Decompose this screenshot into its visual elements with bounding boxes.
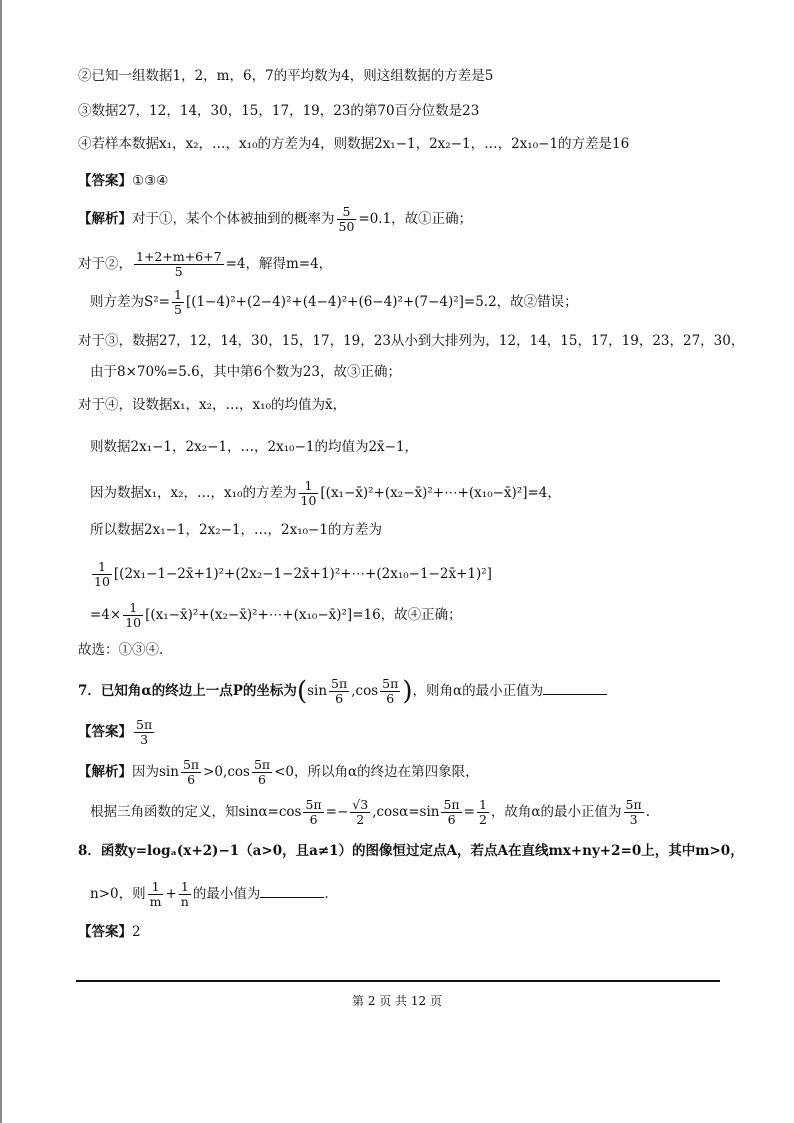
text: =4，解得m=4， bbox=[225, 256, 333, 272]
answer-3 bbox=[78, 922, 724, 942]
analysis-label: 【解析】 bbox=[78, 211, 132, 227]
numerator: 1 bbox=[478, 797, 487, 812]
analysis-line-9: 所以数据2x₁−1，2x₂−1，…，2x₁₀−1的方差为 bbox=[90, 522, 382, 538]
fraction bbox=[123, 601, 143, 630]
text: ,cos bbox=[351, 683, 379, 699]
text: ,cosα=sin bbox=[372, 804, 440, 820]
answer-value: 2 bbox=[132, 924, 141, 940]
answer-1 bbox=[78, 171, 724, 191]
denominator: 50 bbox=[338, 219, 355, 234]
text: 因为sin bbox=[132, 764, 179, 780]
answer-label: 【答案】 bbox=[78, 724, 132, 740]
text: + bbox=[165, 886, 177, 902]
answer-value: ①③④ bbox=[132, 173, 169, 189]
fraction bbox=[172, 288, 184, 317]
numerator: 5π bbox=[253, 757, 271, 772]
question-7 bbox=[78, 677, 724, 706]
text: [(2x₁−1−2x̄+1)²+(2x₂−1−2x̄+1)²+⋯+(2x₁₀−1−2x̄+1)²] bbox=[113, 566, 492, 582]
text: n>0，则 bbox=[90, 886, 146, 902]
numerator: 1 bbox=[148, 880, 164, 895]
fraction bbox=[134, 250, 224, 279]
numerator: 5π bbox=[382, 676, 399, 691]
text: [(x₁−x̄)²+(x₂−x̄)²+⋯+(x₁₀−x̄)²]=4， bbox=[320, 485, 561, 501]
text: . bbox=[324, 886, 329, 902]
denominator: 5 bbox=[174, 264, 183, 279]
denominator: 3 bbox=[629, 812, 638, 827]
denominator: 6 bbox=[309, 812, 318, 827]
fraction bbox=[299, 479, 319, 508]
text: 根据三角函数的定义，知sinα=cos bbox=[90, 804, 302, 820]
fraction bbox=[148, 880, 164, 909]
answer-label: 【答案】 bbox=[78, 924, 132, 940]
question-8 bbox=[78, 841, 744, 861]
text: . bbox=[645, 804, 651, 820]
text: 的最小值为 bbox=[192, 886, 261, 902]
paren-close: ) bbox=[402, 676, 413, 707]
numerator: 5π bbox=[625, 797, 642, 812]
analysis-line-3 bbox=[90, 288, 724, 317]
text: sin bbox=[307, 683, 328, 699]
fraction bbox=[441, 798, 461, 827]
denominator: 3 bbox=[140, 732, 149, 747]
numerator: 5π bbox=[305, 797, 322, 812]
numerator: 5π bbox=[331, 676, 348, 691]
denominator: 2 bbox=[478, 812, 487, 827]
analysis-line-6: 对于④，设数据x₁，x₂，…，x₁₀的均值为x̄， bbox=[78, 397, 347, 413]
numerator: 5 bbox=[337, 205, 357, 220]
denominator: m bbox=[149, 894, 162, 909]
answer-label: 【答案】 bbox=[78, 173, 132, 189]
denominator: 10 bbox=[94, 574, 110, 589]
statement-4: ④若样本数据x₁，x₂，…，x₁₀的方差为4，则数据2x₁−1，2x₂−1，…，2x₁₀−1的方差是16 bbox=[78, 136, 630, 152]
denominator: 6 bbox=[258, 772, 266, 787]
fraction bbox=[477, 798, 489, 827]
left-border bbox=[0, 0, 2, 1123]
question-text: 8．函数y=logₐ(x+2)−1（a>0，且a≠1）的图像恒过定点A，若点A在直线mx+ny+2=0上，其中m>0， bbox=[78, 843, 744, 859]
fraction bbox=[252, 758, 272, 787]
denominator: 5 bbox=[173, 302, 182, 317]
text: [(1−4)²+(2−4)²+(4−4)²+(6−4)²+(7−4)²]=5.2，故②错误； bbox=[185, 294, 578, 310]
fraction bbox=[350, 798, 370, 827]
denominator: 6 bbox=[187, 772, 196, 787]
text: 对于②， bbox=[78, 256, 132, 272]
fraction bbox=[181, 758, 201, 787]
text: = bbox=[463, 804, 475, 820]
analysis-line-10 bbox=[90, 560, 724, 589]
numerator: 1 bbox=[299, 479, 319, 494]
denominator: 10 bbox=[300, 493, 317, 508]
text: 则方差为S²= bbox=[90, 294, 170, 310]
text: =0.1，故①正确； bbox=[358, 211, 473, 227]
fraction bbox=[329, 677, 349, 706]
analysis-line-5: 由于8×70%=5.6，其中第6个数为23，故③正确； bbox=[90, 364, 401, 380]
text: ，则角α的最小正值为 bbox=[412, 683, 544, 699]
text: =− bbox=[325, 804, 349, 820]
denominator: 6 bbox=[335, 691, 344, 706]
statement-3: ③数据27，12，14，30，15，17，19，23的第70百分位数是23 bbox=[78, 103, 480, 119]
analysis-label: 【解析】 bbox=[78, 764, 132, 780]
fraction bbox=[303, 798, 323, 827]
text: =4× bbox=[90, 607, 122, 623]
question-8-cont bbox=[90, 880, 724, 909]
numerator: 5π bbox=[443, 797, 460, 812]
numerator: 5π bbox=[182, 757, 200, 772]
analysis-line-8 bbox=[90, 479, 724, 508]
analysis-line-4: 对于③，数据27，12，14，30，15，17，19，23从小到大排列为，12，14，15，17，19，23，27，30， bbox=[78, 333, 745, 349]
answer-2 bbox=[78, 718, 724, 747]
page-number: 第 2 页 共 12 页 bbox=[352, 994, 442, 1008]
text: ，故角α的最小正值为 bbox=[490, 804, 622, 820]
question-text: 7．已知角α的终边上一点P的坐标为 bbox=[78, 683, 297, 699]
text: 对于①，某个个体被抽到的概率为 bbox=[132, 211, 335, 227]
text: <0，所以角α的终边在第四象限， bbox=[274, 764, 479, 780]
denominator: 6 bbox=[386, 691, 395, 706]
numerator: 1 bbox=[173, 287, 182, 302]
analysis-line-14 bbox=[90, 798, 724, 827]
text: 因为数据x₁，x₂，…，x₁₀的方差为 bbox=[90, 485, 297, 501]
text: >0,cos bbox=[203, 764, 250, 780]
answer-blank bbox=[543, 682, 607, 695]
fraction bbox=[92, 560, 112, 589]
analysis-line-7: 则数据2x₁−1，2x₂−1，…，2x₁₀−1的均值为2x̄−1， bbox=[90, 439, 419, 455]
numerator: √3 bbox=[352, 797, 369, 812]
answer-blank bbox=[260, 885, 324, 898]
denominator: 10 bbox=[125, 615, 142, 630]
denominator: 6 bbox=[447, 812, 456, 827]
fraction bbox=[179, 880, 191, 909]
analysis-line-11 bbox=[90, 601, 724, 630]
fraction bbox=[337, 205, 357, 234]
text: [(x₁−x̄)²+(x₂−x̄)²+⋯+(x₁₀−x̄)²]=16，故④正确； bbox=[145, 607, 462, 623]
denominator: 2 bbox=[356, 812, 365, 827]
numerator: 1 bbox=[123, 601, 143, 616]
analysis-line-13 bbox=[78, 758, 724, 787]
numerator: 1+2+m+6+7 bbox=[136, 249, 222, 264]
analysis-conclusion: 故选：①③④. bbox=[78, 642, 164, 658]
numerator: 5π bbox=[136, 717, 153, 732]
footer-divider bbox=[76, 980, 720, 982]
numerator: 1 bbox=[92, 560, 112, 575]
denominator: n bbox=[180, 894, 189, 909]
numerator: 1 bbox=[179, 880, 191, 895]
analysis-line-2 bbox=[78, 250, 724, 279]
statement-2: ②已知一组数据1，2，m，6，7的平均数为4，则这组数据的方差是5 bbox=[78, 68, 494, 84]
fraction bbox=[134, 718, 154, 747]
analysis-line-1 bbox=[78, 205, 724, 234]
fraction bbox=[380, 677, 400, 706]
fraction bbox=[624, 798, 644, 827]
paren-open: ( bbox=[296, 676, 308, 707]
